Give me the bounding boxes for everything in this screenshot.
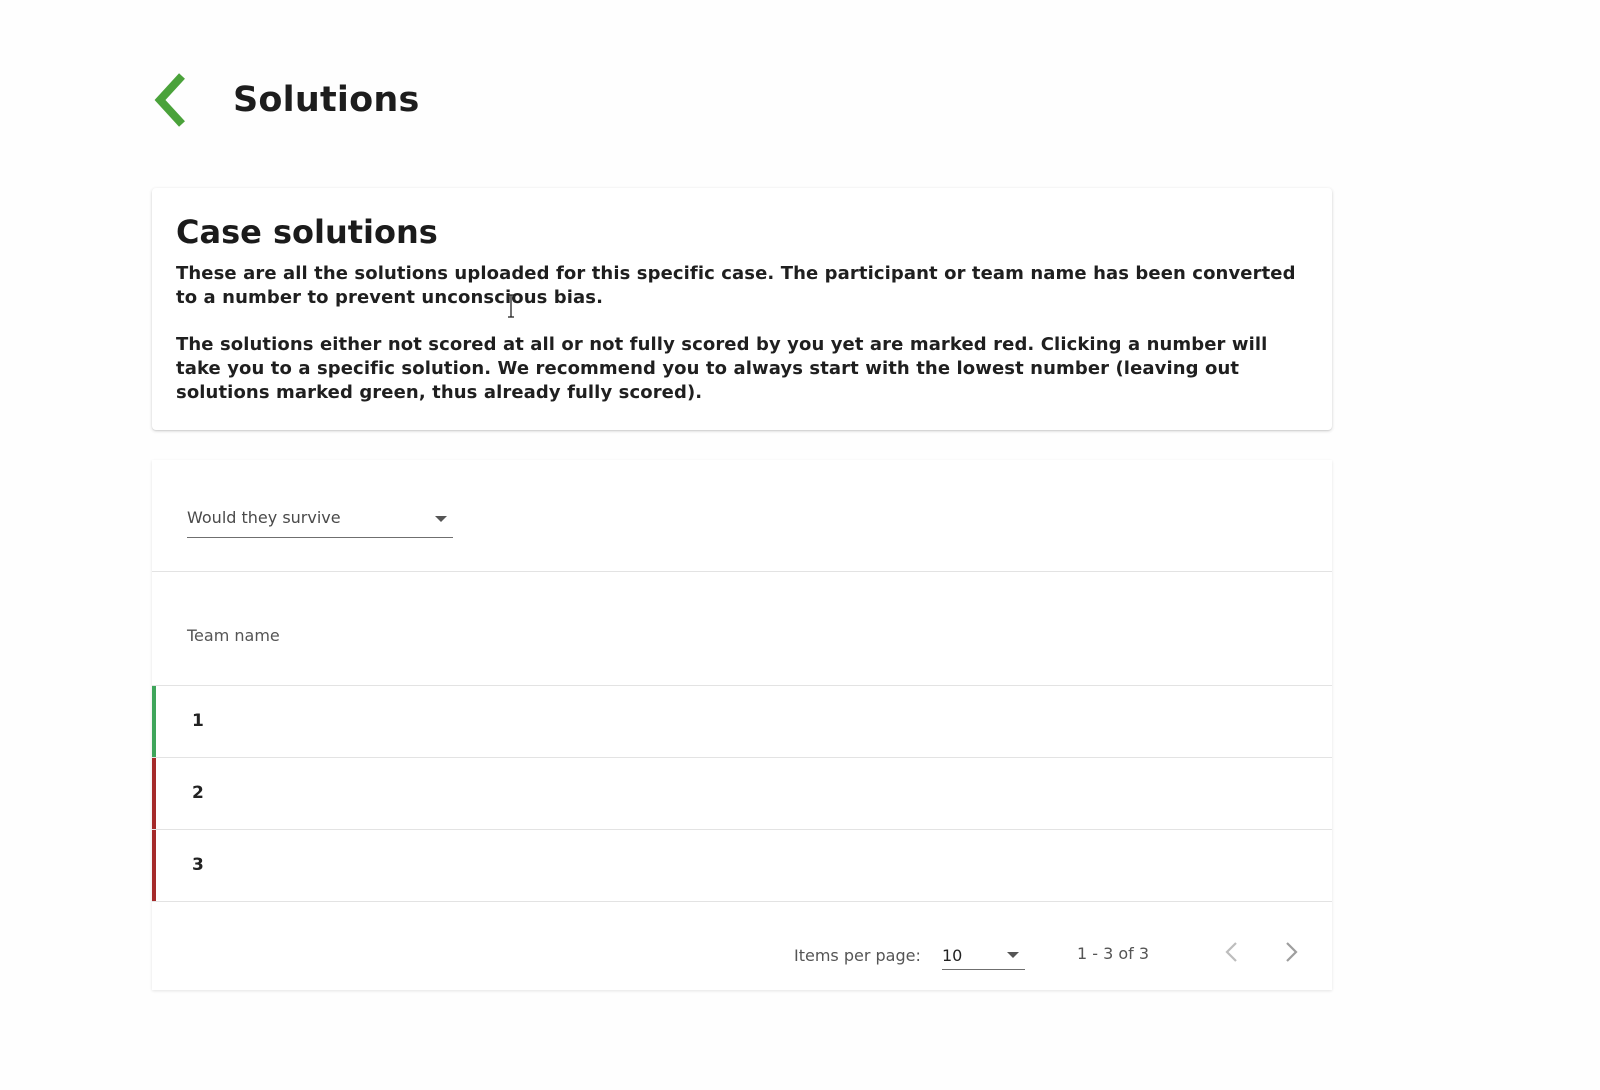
chevron-left-icon xyxy=(1222,940,1242,964)
team-number[interactable]: 3 xyxy=(192,855,204,875)
caret-down-icon xyxy=(435,516,447,522)
team-number[interactable]: 1 xyxy=(192,711,204,731)
paginator xyxy=(152,930,1332,990)
caret-down-icon xyxy=(1007,952,1019,958)
case-select[interactable] xyxy=(187,504,453,538)
table-row[interactable] xyxy=(152,686,1332,758)
case-solutions-card xyxy=(152,188,1332,430)
status-marker-scored xyxy=(152,686,156,757)
back-button[interactable] xyxy=(152,70,196,130)
status-marker-not-scored xyxy=(152,758,156,829)
table-row[interactable] xyxy=(152,758,1332,830)
chevron-left-icon xyxy=(152,70,192,130)
previous-page-button[interactable] xyxy=(1212,932,1252,972)
solutions-table-card xyxy=(152,460,1332,990)
team-number[interactable]: 2 xyxy=(192,783,204,803)
case-select-value: Would they survive xyxy=(187,508,341,527)
card-title: Case solutions xyxy=(176,213,438,251)
intro-paragraph-bias: These are all the solutions uploaded for this specific case. The participant or team name has been converted to a number to prevent unconscious bias. xyxy=(176,263,1296,308)
items-per-page-value: 10 xyxy=(942,946,963,965)
next-page-button[interactable] xyxy=(1271,932,1311,972)
items-per-page-label: Items per page: xyxy=(794,946,921,965)
page-header xyxy=(152,70,420,130)
chevron-right-icon xyxy=(1281,940,1301,964)
table-row[interactable] xyxy=(152,830,1332,902)
page-range-label: 1 - 3 of 3 xyxy=(1077,944,1150,963)
status-marker-not-scored xyxy=(152,830,156,901)
filter-bar xyxy=(152,460,1332,572)
items-per-page-select[interactable] xyxy=(942,938,1025,970)
table-header xyxy=(152,572,1332,686)
page-title: Solutions xyxy=(233,80,420,120)
column-header-team-name[interactable]: Team name xyxy=(187,626,280,645)
intro-paragraph-instructions: The solutions either not scored at all or not fully scored by you yet are marked red. Clicking a number will take you to a specific solution. We recommend you to always start with the lowest number (leaving out solutions marked green, thus already fully scored). xyxy=(176,334,1268,403)
